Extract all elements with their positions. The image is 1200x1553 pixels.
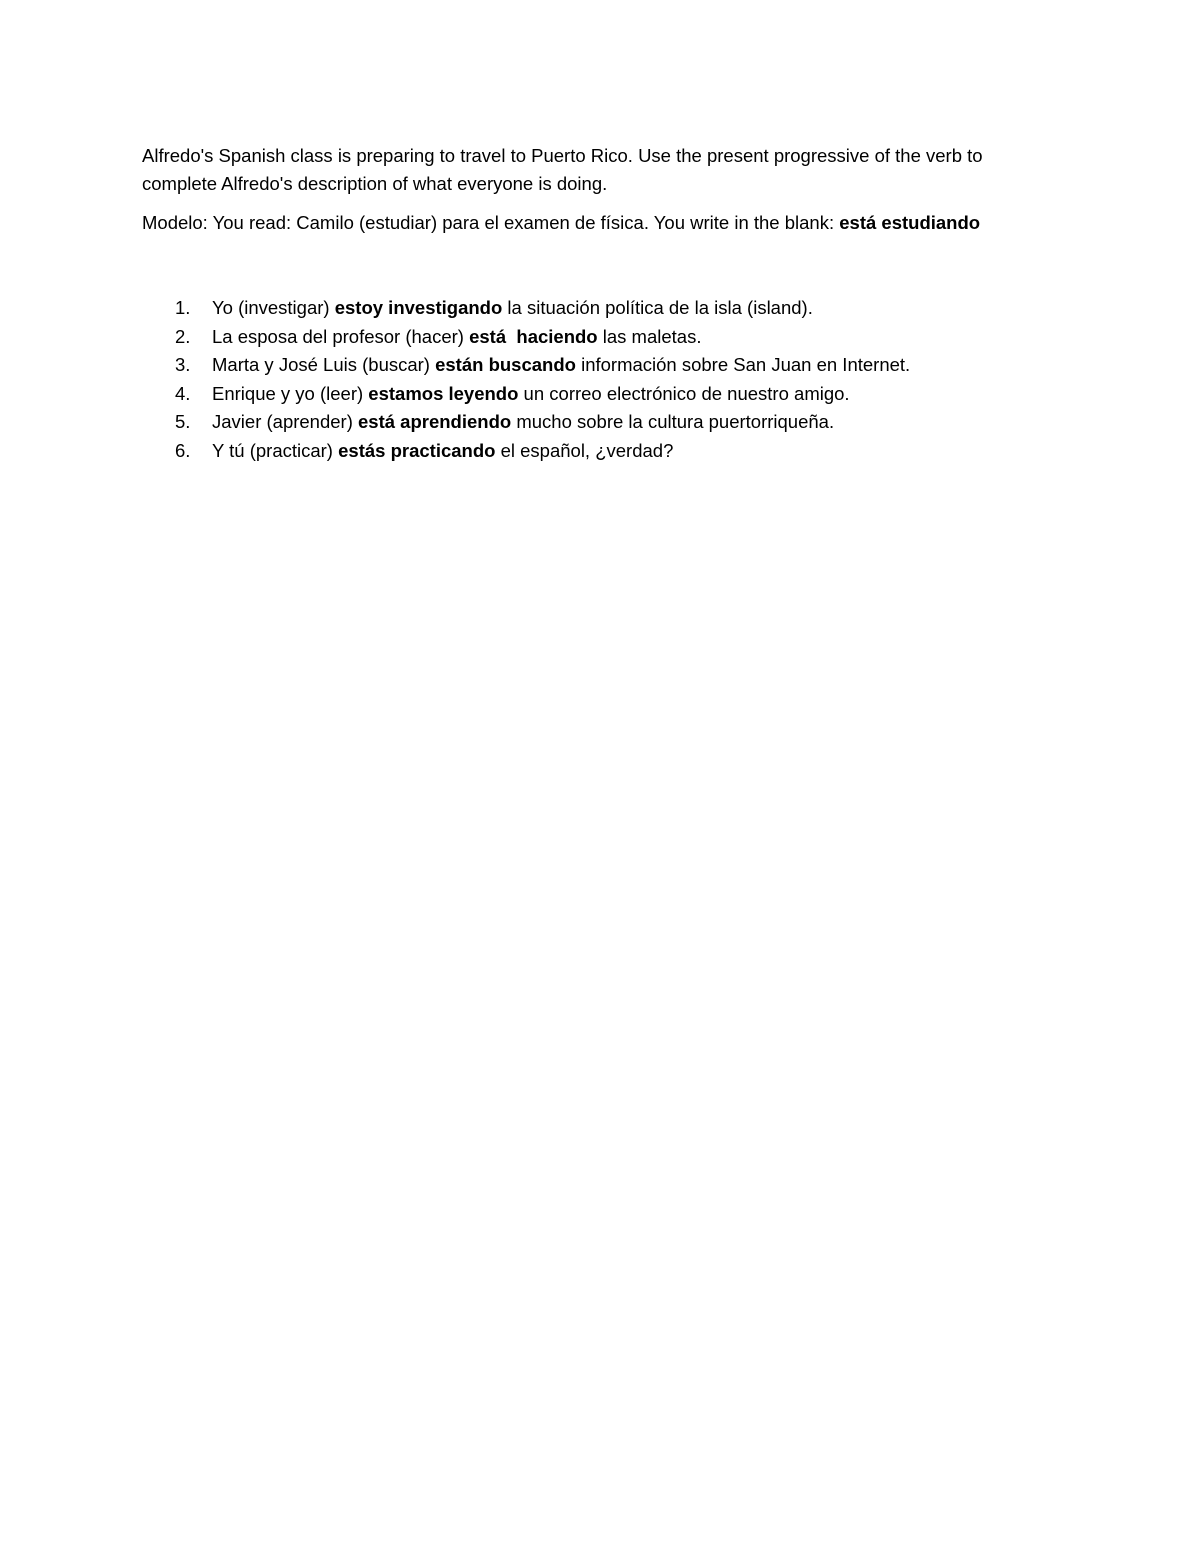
instructions-line-1: Alfredo's Spanish class is preparing to travel to Puerto Rico. Use the present progressive of the verb to [142,145,983,166]
modelo-text: Modelo: You read: Camilo (estudiar) para el examen de física. You write in the blank: [142,212,840,233]
item-number: 4. [175,382,191,404]
modelo-example [142,209,1062,237]
item-rest: la situación política de la isla (island). [502,297,813,318]
item-rest: el español, ¿verdad? [495,439,674,461]
item-prompt: Javier (aprender) [212,411,359,432]
item-answer: estoy investigando [334,297,503,318]
instructions-paragraph [142,142,1062,198]
exercise-list [142,294,1062,465]
item-number: 5. [175,411,191,432]
item-rest: un correo electrónico de nuestro amigo. [518,382,850,404]
item-answer: está aprendiendo [358,411,512,432]
item-answer: estás practicando [338,439,496,461]
item-number: 1. [175,297,191,318]
exercise-item [142,437,1062,466]
exercise-item [142,408,1062,437]
item-prompt: Enrique y yo (leer) [212,382,369,404]
item-number: 3. [175,354,191,375]
exercise-item [142,294,1062,323]
exercise-item [142,351,1062,380]
item-answer: estamos leyendo [368,382,519,404]
exercise-item [142,380,1062,409]
item-answer: está haciendo [469,325,598,347]
item-number: 2. [175,325,191,347]
item-prompt: Marta y José Luis (buscar) [212,354,436,375]
item-prompt: Yo (investigar) [212,297,335,318]
modelo-answer: está estudiando [839,212,981,233]
item-number: 6. [175,439,191,461]
document-body [142,142,1062,465]
item-answer: están buscando [435,354,576,375]
instructions-line-2: complete Alfredo's description of what everyone is doing. [142,173,608,194]
item-prompt: Y tú (practicar) [212,439,339,461]
item-rest: mucho sobre la cultura puertorriqueña. [511,411,835,432]
exercise-item [142,323,1062,352]
item-prompt: La esposa del profesor (hacer) [212,325,470,347]
item-rest: información sobre San Juan en Internet. [575,354,911,375]
item-rest: las maletas. [597,325,702,347]
